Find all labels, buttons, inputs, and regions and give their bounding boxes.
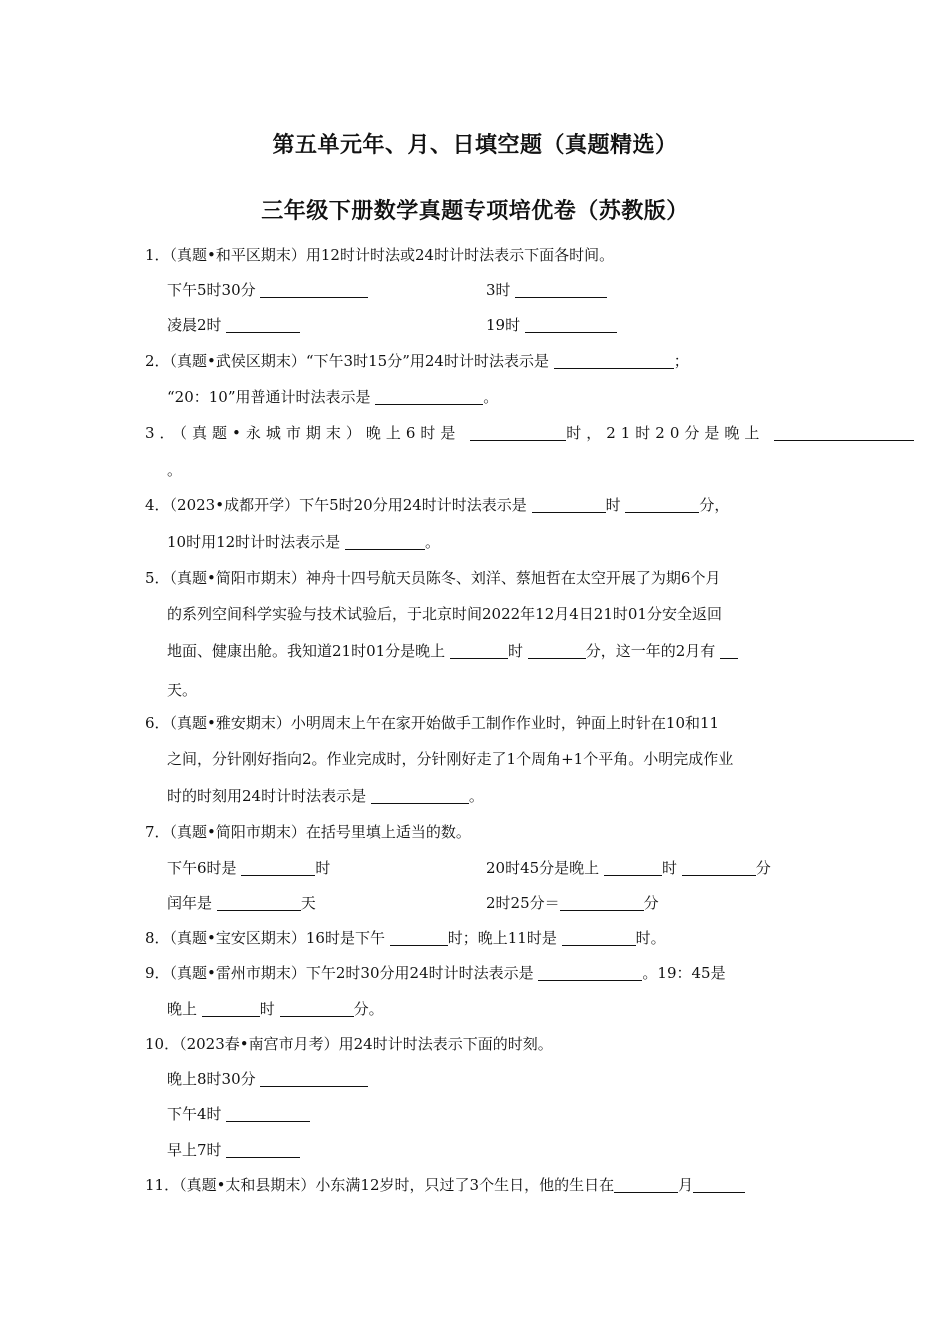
unit-label: 分 — [643, 894, 659, 912]
question-7-item-a — [167, 858, 330, 878]
answer-blank[interactable] — [226, 1142, 300, 1158]
punctuation: 。 — [483, 388, 499, 406]
question-10-item-c — [167, 1140, 300, 1160]
worksheet-title: 第五单元年、月、日填空题（真题精选） — [272, 132, 678, 158]
question-6-text: 时的时刻用24时计时法表示是 — [167, 787, 367, 805]
answer-blank[interactable] — [720, 643, 738, 659]
answer-blank[interactable] — [693, 1177, 745, 1193]
question-6 — [145, 713, 719, 733]
answer-blank[interactable] — [774, 425, 914, 441]
unit-label: 时 — [661, 859, 677, 877]
punctuation: 。 — [424, 533, 440, 551]
answer-blank[interactable] — [241, 860, 315, 876]
question-9-text: 晚上 — [167, 1000, 198, 1018]
question-8 — [145, 928, 666, 948]
unit-label: 分， — [699, 496, 730, 514]
answer-blank[interactable] — [202, 1001, 260, 1017]
question-2-line-2 — [167, 387, 498, 407]
worksheet-subtitle: 三年级下册数学真题专项培优卷（苏教版） — [261, 198, 689, 224]
question-1 — [145, 245, 614, 265]
item-label: 闰年是 — [167, 894, 213, 912]
answer-blank[interactable] — [562, 930, 636, 946]
question-3-text: 时，21时20分是晚上 — [566, 424, 765, 442]
answer-blank[interactable] — [375, 389, 483, 405]
question-9-line-2 — [167, 999, 384, 1019]
answer-blank[interactable] — [528, 643, 586, 659]
answer-blank[interactable] — [525, 317, 617, 333]
unit-label: 分 — [755, 859, 771, 877]
answer-blank[interactable] — [371, 788, 469, 804]
item-label: 凌晨2时 — [167, 316, 222, 334]
question-1-item-d — [486, 315, 617, 335]
question-7 — [145, 822, 471, 842]
question-5-text: 地面、健康出舱。我知道21时01分是晚上 — [167, 642, 446, 660]
answer-blank[interactable] — [604, 860, 662, 876]
question-10-item-b — [167, 1104, 310, 1124]
question-6-line-2 — [167, 749, 733, 769]
question-8-text: 8．（真题•宝安区期末）16时是下午 — [145, 929, 385, 947]
question-5 — [145, 568, 720, 588]
answer-blank[interactable] — [260, 282, 368, 298]
question-8-text: 时。 — [635, 929, 666, 947]
answer-blank[interactable] — [450, 643, 508, 659]
item-label: 下午6时是 — [167, 859, 237, 877]
question-1-item-c — [167, 315, 300, 335]
question-9 — [145, 963, 726, 983]
question-6-line-3 — [167, 786, 484, 806]
question-1-item-a — [167, 280, 368, 300]
unit-label: 分。 — [353, 1000, 384, 1018]
answer-blank[interactable] — [280, 1001, 354, 1017]
question-10-text: 10．（2023春•南宫市月考）用24时计时法表示下面的时刻。 — [145, 1035, 553, 1053]
question-7-text: 7．（真题•简阳市期末）在括号里填上适当的数。 — [145, 823, 471, 841]
question-9-text: 。19：45是 — [642, 964, 726, 982]
unit-label: 时 — [507, 642, 523, 660]
item-label: 20时45分是晚上 — [486, 859, 600, 877]
item-label: 早上7时 — [167, 1141, 222, 1159]
question-4 — [145, 495, 729, 515]
question-2 — [145, 351, 689, 371]
answer-blank[interactable] — [345, 534, 425, 550]
question-7-item-b — [486, 858, 771, 878]
question-3 — [145, 423, 914, 443]
question-3-text: 3．（真题•永城市期末）晚上6时是 — [145, 424, 461, 442]
question-7-item-d — [486, 893, 659, 913]
answer-blank[interactable] — [538, 965, 642, 981]
question-10 — [145, 1034, 553, 1054]
question-5-text: 的系列空间科学实验与技术试验后，于北京时间2022年12月4日21时01分安全返回 — [167, 605, 722, 623]
question-1-text: 1．（真题•和平区期末）用12时计时法或24时计时法表示下面各时间。 — [145, 246, 615, 264]
question-2-text: 2．（真题•武侯区期末）“下午3时15分”用24时计时法表示是 — [145, 352, 549, 370]
unit-label: 时 — [605, 496, 621, 514]
answer-blank[interactable] — [625, 497, 699, 513]
question-5-text: 分，这一年的2月有 — [585, 642, 716, 660]
item-label: 2时25分＝ — [486, 894, 560, 912]
answer-blank[interactable] — [532, 497, 606, 513]
question-9-text: 9．（真题•雷州市期末）下午2时30分用24时计时法表示是 — [145, 964, 534, 982]
item-label: 3时 — [486, 281, 511, 299]
question-11-text: 11．（真题•太和县期末）小东满12岁时，只过了3个生日，他的生日在 — [145, 1176, 615, 1194]
punctuation: ； — [673, 352, 689, 370]
question-6-text: 6．（真题•雅安期末）小明周末上午在家开始做手工制作作业时，钟面上时针在10和11 — [145, 714, 720, 732]
question-3-line-2 — [167, 460, 182, 480]
answer-blank[interactable] — [260, 1071, 368, 1087]
answer-blank[interactable] — [217, 895, 301, 911]
item-label: 下午5时30分 — [167, 281, 256, 299]
question-5-text: 5．（真题•简阳市期末）神舟十四号航天员陈冬、刘洋、蔡旭哲在太空开展了为期6个月 — [145, 569, 721, 587]
question-6-text: 之间，分针刚好指向2。作业完成时，分针刚好走了1个周角+1个平角。小明完成作业 — [167, 750, 734, 768]
answer-blank[interactable] — [560, 895, 644, 911]
question-4-line-2 — [167, 532, 440, 552]
answer-blank[interactable] — [470, 425, 566, 441]
question-8-text: 时；晚上11时是 — [447, 929, 557, 947]
item-label: 19时 — [486, 316, 521, 334]
item-label: 晚上8时30分 — [167, 1070, 256, 1088]
unit-label: 时 — [315, 859, 331, 877]
question-4-text: 10时用12时计时法表示是 — [167, 533, 341, 551]
item-label: 下午4时 — [167, 1105, 222, 1123]
answer-blank[interactable] — [682, 860, 756, 876]
answer-blank[interactable] — [226, 1106, 310, 1122]
answer-blank[interactable] — [390, 930, 448, 946]
question-5-line-3 — [167, 641, 738, 661]
unit-label: 月 — [678, 1176, 694, 1194]
answer-blank[interactable] — [614, 1177, 678, 1193]
question-10-item-a — [167, 1069, 368, 1089]
question-7-item-c — [167, 893, 316, 913]
unit-label: 天 — [300, 894, 316, 912]
punctuation: 。 — [167, 461, 183, 479]
question-1-item-b — [486, 280, 607, 300]
question-2-text: “20：10”用普通计时法表示是 — [167, 388, 371, 406]
answer-blank[interactable] — [554, 353, 674, 369]
answer-blank[interactable] — [515, 282, 607, 298]
punctuation: 。 — [468, 787, 484, 805]
question-5-line-2 — [167, 604, 722, 624]
question-5-line-4 — [167, 680, 197, 700]
question-4-text: 4．（2023•成都开学）下午5时20分用24时计时法表示是 — [145, 496, 527, 514]
unit-label: 时 — [259, 1000, 275, 1018]
question-5-text: 天。 — [167, 681, 198, 699]
answer-blank[interactable] — [226, 317, 300, 333]
question-11 — [145, 1175, 745, 1195]
